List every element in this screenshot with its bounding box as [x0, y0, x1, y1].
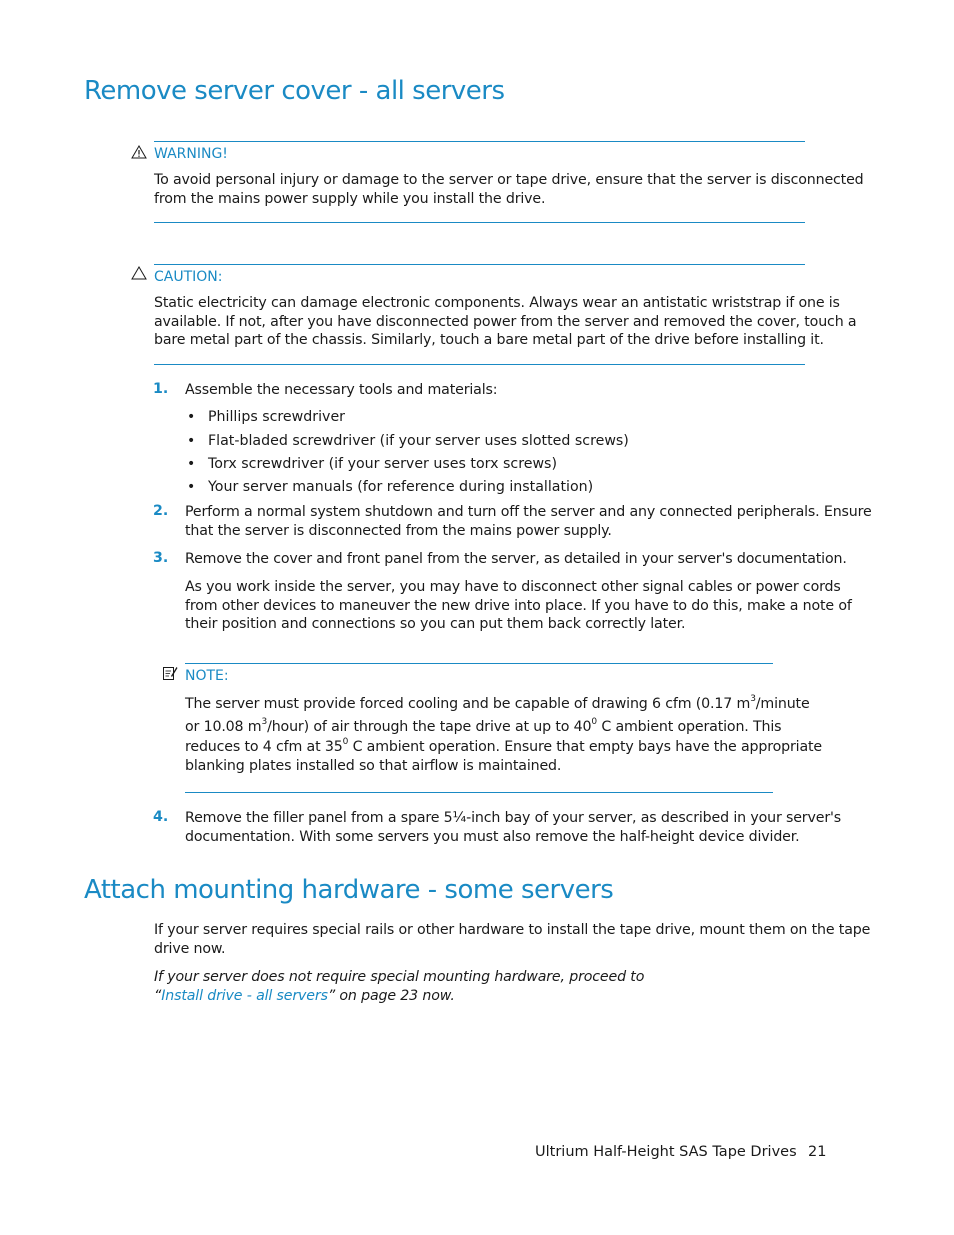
step-number: 3.: [153, 550, 169, 566]
note-line: [185, 716, 822, 739]
note-line: [185, 693, 822, 716]
mounting-line: If your server requires special rails or other hardware to install the tape drive, mount them on the tape: [154, 922, 871, 938]
bullet-marker: •: [187, 479, 196, 495]
note-line: [185, 738, 822, 757]
mounting-line: drive now.: [154, 940, 226, 957]
detail-line: As you work inside the server, you may have to disconnect other signal cables or power cords: [185, 579, 841, 595]
step-line: that the server is disconnected from the mains power supply.: [185, 522, 612, 539]
cross-reference-line: [154, 987, 644, 1006]
warning-top-rule: [154, 141, 805, 142]
footer-page-number: 21: [808, 1144, 827, 1160]
warning-triangle-icon: [131, 145, 147, 159]
step-text: [185, 503, 872, 540]
open-quote: “: [154, 987, 162, 1004]
install-drive-link[interactable]: Install drive - all servers: [161, 987, 328, 1004]
note-text-run: The server must provide forced cooling and be capable of drawing 6 cfm (0.17 m: [185, 696, 751, 712]
detail-line: their position and connections so you can put them back correctly later.: [185, 616, 686, 632]
step-line: Remove the cover and front panel from the server, as detailed in your server's documentation.: [185, 551, 847, 567]
detail-line: from other devices to maneuver the new drive into place. If you have to do this, make a note of: [185, 597, 852, 614]
note-label: NOTE:: [185, 668, 229, 684]
caution-label: CAUTION:: [154, 269, 223, 285]
mounting-text: [154, 921, 870, 958]
step-3-detail: [185, 578, 852, 634]
superscript: 3: [750, 694, 756, 705]
warning-label: WARNING!: [154, 146, 228, 162]
note-text-run: or 10.08 m: [185, 718, 262, 735]
cross-reference-tail: ” on page 23 now.: [327, 987, 455, 1004]
step-number: 2.: [153, 503, 169, 519]
note-text-run: C ambient operation. This: [596, 718, 782, 735]
caution-text: [154, 294, 856, 350]
step-text: [185, 550, 847, 569]
superscript: 3: [261, 716, 268, 727]
step-line: Assemble the necessary tools and materials:: [185, 382, 498, 398]
warning-bottom-rule: [154, 222, 805, 223]
superscript: 0: [591, 716, 597, 727]
note-bottom-rule: [185, 792, 773, 793]
bullet-marker: •: [187, 433, 196, 449]
note-text-run: /minute: [755, 696, 810, 712]
footer-document-title: Ultrium Half-Height SAS Tape Drives: [535, 1144, 797, 1160]
note-text: [185, 693, 822, 776]
step-number: 1.: [153, 381, 169, 397]
mounting-cross-reference: [154, 968, 644, 1005]
warning-line: To avoid personal injury or damage to the server or tape drive, ensure that the server is disconnected: [154, 172, 864, 188]
note-text-run: /hour) of air through the tape drive at up to 40: [267, 718, 592, 735]
caution-line: Static electricity can damage electronic components. Always wear an antistatic wriststrap if one is: [154, 295, 840, 311]
superscript: 0: [342, 737, 349, 748]
list-item: Your server manuals (for reference during installation): [208, 479, 594, 495]
caution-line: bare metal part of the chassis. Similarly, touch a bare metal part of the drive before installing it.: [154, 332, 824, 348]
section-title-remove-cover: Remove server cover - all servers: [84, 76, 505, 106]
caution-bottom-rule: [154, 364, 805, 365]
note-text-run: C ambient operation. Ensure that empty bays have the appropriate: [348, 739, 822, 755]
note-top-rule: [185, 663, 773, 664]
note-text-run: reduces to 4 cfm at 35: [185, 739, 343, 755]
section-title-attach-mounting: Attach mounting hardware - some servers: [84, 875, 614, 905]
cross-reference-line: If your server does not require special mounting hardware, proceed to: [154, 969, 645, 985]
warning-text: [154, 171, 864, 208]
note-pencil-icon: [162, 665, 178, 681]
step-line: Perform a normal system shutdown and turn off the server and any connected peripherals. Ensure: [185, 504, 872, 520]
bullet-marker: •: [187, 409, 196, 425]
warning-line: from the mains power supply while you install the drive.: [154, 190, 546, 207]
caution-line: available. If not, after you have disconnected power from the server and removed the cover, touch a: [154, 313, 857, 330]
step-line: documentation. With some servers you must also remove the half-height device divider.: [185, 828, 800, 845]
note-line: blanking plates installed so that airflow is maintained.: [185, 758, 562, 774]
list-item: Torx screwdriver (if your server uses torx screws): [208, 456, 557, 472]
list-item: Flat-bladed screwdriver (if your server uses slotted screws): [208, 433, 629, 449]
step-number: 4.: [153, 809, 169, 825]
step-text: [185, 809, 841, 846]
step-text: [185, 381, 497, 400]
list-item: Phillips screwdriver: [208, 409, 346, 425]
step-line: Remove the filler panel from a spare 5¼-inch bay of your server, as described in your server's: [185, 810, 841, 826]
caution-triangle-icon: [131, 266, 147, 280]
bullet-marker: •: [187, 456, 196, 472]
caution-top-rule: [154, 264, 805, 265]
